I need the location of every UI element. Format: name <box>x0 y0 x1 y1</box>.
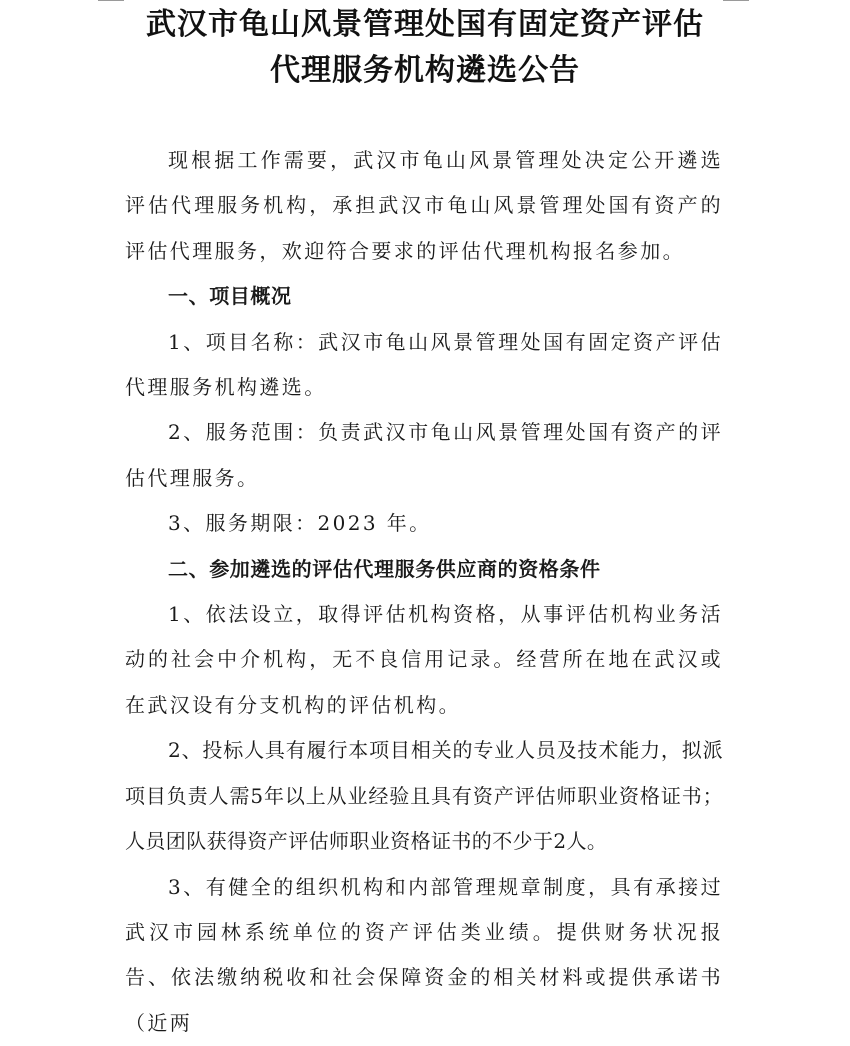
section2-heading: 二、参加遴选的评估代理服务供应商的资格条件 <box>125 547 723 592</box>
section1-heading: 一、项目概况 <box>125 274 723 319</box>
section1-item-1: 1、项目名称：武汉市龟山风景管理处国有固定资产评估代理服务机构遴选。 <box>125 320 723 411</box>
document-body <box>125 138 723 1046</box>
section2-item-1: 1、依法设立，取得评估机构资格，从事评估机构业务活动的社会中介机构，无不良信用记录。经营所在地在武汉或在武汉设有分支机构的评估机构。 <box>125 592 723 728</box>
section2-item-3: 3、有健全的组织机构和内部管理规章制度，具有承接过武汉市园林系统单位的资产评估类业绩。提供财务状况报告、依法缴纳税收和社会保障资金的相关材料或提供承诺书（近两 <box>125 865 723 1046</box>
document-title-line2: 代理服务机构遴选公告 <box>100 50 750 92</box>
intro-paragraph: 现根据工作需要，武汉市龟山风景管理处决定公开遴选评估代理服务机构，承担武汉市龟山风景管理处国有资产的评估代理服务，欢迎符合要求的评估代理机构报名参加。 <box>125 138 723 274</box>
section1-item-3: 3、服务期限：2023 年。 <box>125 501 723 546</box>
crop-mark-left <box>98 0 124 1</box>
section2-item-2: 2、投标人具有履行本项目相关的专业人员及技术能力，拟派项目负责人需5年以上从业经验且具有资产评估师职业资格证书；人员团队获得资产评估师职业资格证书的不少于2人。 <box>125 728 723 864</box>
section1-item-2: 2、服务范围：负责武汉市龟山风景管理处国有资产的评估代理服务。 <box>125 410 723 501</box>
document-title-line1: 武汉市龟山风景管理处国有固定资产评估 <box>100 4 750 46</box>
crop-mark-right <box>723 0 749 1</box>
